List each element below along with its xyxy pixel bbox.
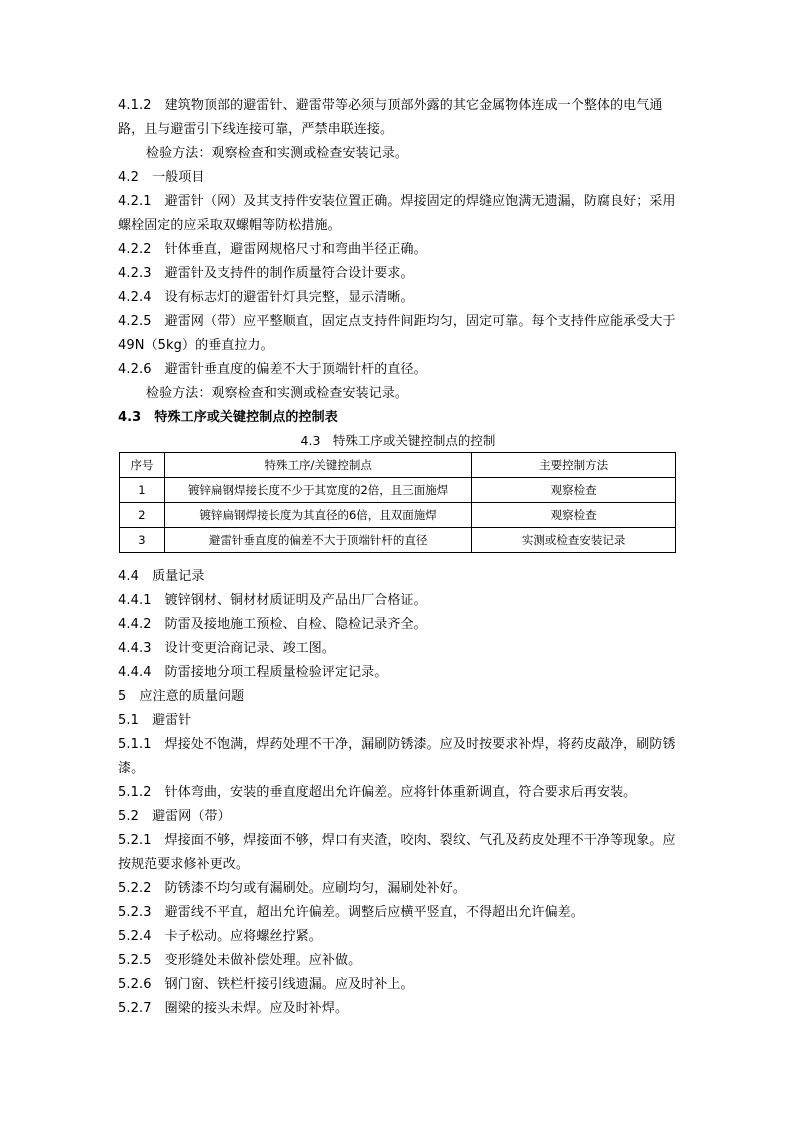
cell-serial-no: 2 [120,503,165,528]
cell-control-method: 实测或检查安装记录 [472,528,676,553]
clause-4-2-3: 4.2.3 避雷针及支持件的制作质量符合设计要求。 [118,266,414,281]
control-table [119,452,676,553]
clause-4-4-4: 4.4.4 防雷接地分项工程质量检验评定记录。 [118,665,388,680]
heading-4-3: 4.3 特殊工序或关键控制点的控制表 [118,410,338,425]
header-serial-no: 序号 [120,453,165,478]
clause-4-2-4: 4.2.4 设有标志灯的避雷针灯具完整，显示清晰。 [118,290,414,305]
heading-4-2: 4.2 一般项目 [118,170,205,185]
cell-serial-no: 1 [120,478,165,503]
heading-4-4: 4.4 质量记录 [118,569,205,584]
table-row [120,478,676,503]
clause-4-2-5: 4.2.5 避雷网（带）应平整顺直，固定点支持件间距均匀，固定可靠。每个支持件应能承受大于49N（5kg）的垂直拉力。 [118,314,676,353]
cell-control-point: 镀锌扁钢焊接长度为其直径的6倍，且双面施焊 [164,503,471,528]
clause-5-2-3: 5.2.3 避雷线不平直，超出允许偏差。调整后应横平竖直，不得超出允许偏差。 [118,905,584,920]
cell-control-point: 镀锌扁钢焊接长度不少于其宽度的2倍，且三面施焊 [164,478,471,503]
heading-5: 5 应注意的质量问题 [118,689,245,704]
clause-4-2-6: 4.2.6 避雷针垂直度的偏差不大于顶端针杆的直径。 [118,362,427,377]
clause-5-2-1: 5.2.1 焊接面不够，焊接面不够，焊口有夹渣，咬肉、裂纹、气孔及药皮处理不干净等现象。应按规范要求修补更改。 [118,833,676,872]
table-header-row [120,453,676,478]
clause-5-2-5: 5.2.5 变形缝处未做补偿处理。应补做。 [118,953,362,968]
clause-5-2-7: 5.2.7 圈梁的接头未焊。应及时补焊。 [118,1001,349,1016]
heading-5-1: 5.1 避雷针 [118,713,192,728]
cell-control-method: 观察检查 [472,503,676,528]
clause-5-2-2: 5.2.2 防锈漆不均匀或有漏刷处。应刷均匀，漏刷处补好。 [118,881,466,896]
clause-4-1-2: 4.1.2 建筑物顶部的避雷针、避雷带等必须与顶部外露的其它金属物体连成一个整体的电气通路，且与避雷引下线连接可靠，严禁串联连接。 [118,98,663,137]
clause-4-4-2: 4.4.2 防雷及接地施工预检、自检、隐检记录齐全。 [118,617,427,632]
clause-4-4-3: 4.4.3 设计变更洽商记录、竣工图。 [118,641,335,656]
clause-5-1-1: 5.1.1 焊接处不饱满，焊药处理不干净，漏刷防锈漆。应及时按要求补焊，将药皮敲净，刷防锈漆。 [118,737,676,776]
table-row [120,503,676,528]
clause-4-2-2: 4.2.2 针体垂直，避雷网规格尺寸和弯曲半径正确。 [118,242,427,257]
clause-5-2-6: 5.2.6 钢门窗、铁栏杆接引线遗漏。应及时补上。 [118,977,414,992]
table-caption: 4.3 特殊工序或关键控制点的控制 [300,433,496,448]
cell-control-point: 避雷针垂直度的偏差不大于顶端针杆的直径 [164,528,471,553]
clause-4-4-1: 4.4.1 镀锌钢材、铜材材质证明及产品出厂合格证。 [118,593,427,608]
header-control-point: 特殊工序/关键控制点 [164,453,471,478]
table-row [120,528,676,553]
clause-5-1-2: 5.1.2 针体弯曲，安装的垂直度超出允许偏差。应将针体重新调直，符合要求后再安装。 [118,785,637,800]
cell-serial-no: 3 [120,528,165,553]
clause-4-2-1: 4.2.1 避雷针（网）及其支持件安装位置正确。焊接固定的焊缝应饱满无遗漏，防腐良好；采用螺栓固定的应采取双螺帽等防松措施。 [118,194,676,233]
inspection-method-2: 检验方法：观察检查和实测或检查安装记录。 [146,386,409,401]
header-control-method: 主要控制方法 [472,453,676,478]
clause-5-2-4: 5.2.4 卡子松动。应将螺丝拧紧。 [118,929,322,944]
cell-control-method: 观察检查 [472,478,676,503]
heading-5-2: 5.2 避雷网（带） [118,809,231,824]
inspection-method-1: 检验方法：观察检查和实测或检查安装记录。 [146,146,409,161]
document-body [118,94,678,1021]
